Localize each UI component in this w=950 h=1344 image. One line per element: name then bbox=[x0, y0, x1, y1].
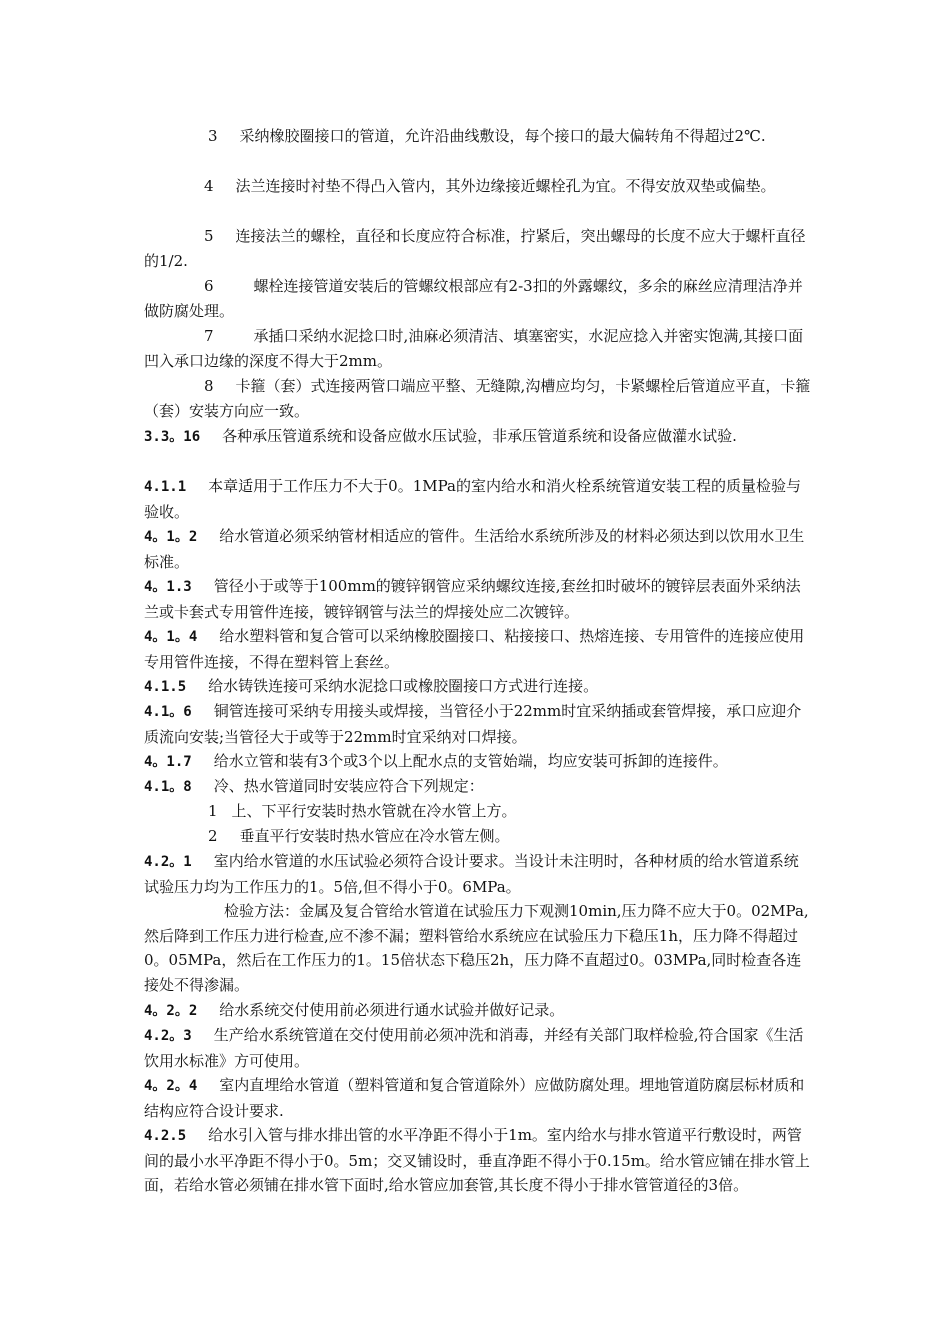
section-number: 4.2。3 bbox=[144, 1028, 192, 1044]
section-text: 给水塑料管和复合管可以采纳橡胶圈接口、粘接接口、热熔连接、专用管件的连接应使用专用管件连接，不得在塑料管上套丝。 bbox=[144, 627, 805, 671]
method-text: 检验方法：金属及复合管给水管道在试验压力下观测10min,压力降不应大于0。02MPa,然后降到工作压力进行检查,应不渗不漏；塑料管给水系统应在试验压力下稳压1h，压力降不得超过0。05MPa，然后在工作压力的1。15倍状态下稳压2h，压力降不直超过0。03MPa,同时检查各连接处不得渗漏。 bbox=[144, 902, 809, 994]
section-text: 给水系统交付使用前必须进行通水试验并做好记录。 bbox=[219, 1001, 565, 1019]
section-4-2-5 bbox=[144, 1123, 812, 1198]
clause-item-3 bbox=[144, 124, 812, 149]
sub-item-text: 上、下平行安装时热水管就在冷水管上方。 bbox=[231, 802, 517, 820]
section-4-1-8-item-1 bbox=[144, 799, 812, 824]
section-number: 4。2。2 bbox=[144, 1003, 198, 1019]
section-text: 给水铸铁连接可采纳水泥捻口或橡胶圈接口方式进行连接。 bbox=[208, 677, 599, 695]
section-4-2-1 bbox=[144, 849, 812, 899]
section-4-1-6 bbox=[144, 699, 812, 749]
clause-text: 法兰连接时衬垫不得凸入管内，其外边缘接近螺栓孔为宜。不得安放双垫或偏垫。 bbox=[235, 177, 776, 195]
section-4-2-3 bbox=[144, 1023, 812, 1073]
section-4-1-7 bbox=[144, 749, 812, 775]
sub-item-text: 垂直平行安装时热水管应在冷水管左侧。 bbox=[239, 827, 510, 845]
clause-number: 8 bbox=[204, 377, 214, 395]
clause-text: 采纳橡胶圈接口的管道，允许沿曲线敷设，每个接口的最大偏转角不得超过2℃. bbox=[239, 127, 766, 145]
section-number: 4.1。6 bbox=[144, 704, 192, 720]
section-text: 给水引入管与排水排出管的水平净距不得小于1m。室内给水与排水管道平行敷设时，两管间的最小水平净距不得小于0。5m；交叉铺设时，垂直净距不得小于0.15m。给水管应铺在排水管上面，若给水管必须铺在排水管下面时,给水管应加套管,其长度不得小于排水管管道径的3倍。 bbox=[144, 1126, 810, 1194]
section-text: 本章适用于工作压力不大于0。1MPa的室内给水和消火栓系统管道安装工程的质量检验与验收。 bbox=[144, 477, 801, 521]
clause-item-8 bbox=[144, 374, 812, 423]
clause-text: 承插口采纳水泥捻口时,油麻必须清洁、填塞密实，水泥应捻入并密实饱满,其接口面凹入承口边缘的深度不得大于2mm。 bbox=[144, 327, 804, 370]
section-4-1-8-item-2 bbox=[144, 824, 812, 849]
section-number: 4.1。8 bbox=[144, 779, 192, 795]
section-4-1-5 bbox=[144, 674, 812, 700]
section-4-2-1-method bbox=[144, 899, 812, 997]
section-text: 冷、热水管道同时安装应符合下列规定： bbox=[213, 777, 484, 795]
section-number: 4.2.5 bbox=[144, 1128, 187, 1144]
section-number: 4.1.1 bbox=[144, 479, 187, 495]
section-text: 给水立管和装有3个或3个以上配水点的支管始端，均应安装可拆卸的连接件。 bbox=[213, 752, 728, 770]
sub-item-number: 2 bbox=[208, 827, 218, 845]
clause-item-4 bbox=[144, 174, 812, 199]
clause-text: 连接法兰的螺栓，直径和长度应符合标准，拧紧后，突出螺母的长度不应大于螺杆直径的1/2. bbox=[144, 227, 806, 270]
section-number: 4。2。4 bbox=[144, 1078, 198, 1094]
clause-number: 3 bbox=[208, 127, 218, 145]
section-number: 4。1.7 bbox=[144, 754, 192, 770]
section-text: 生产给水系统管道在交付使用前必须冲洗和消毒，并经有关部门取样检验,符合国家《生活饮用水标准》方可使用。 bbox=[144, 1026, 804, 1070]
section-text: 室内直埋给水管道（塑料管道和复合管道除外）应做防腐处理。埋地管道防腐层标材质和结构应符合设计要求. bbox=[144, 1076, 805, 1120]
section-text: 铜管连接可采纳专用接头或焊接，当管径小于22mm时宜采纳插或套管焊接，承口应迎介质流向安装;当管径大于或等于22mm时宜采纳对口焊接。 bbox=[144, 702, 802, 746]
clause-item-7 bbox=[144, 324, 812, 373]
section-text: 给水管道必须采纳管材相适应的管件。生活给水系统所涉及的材料必须达到以饮用水卫生标准。 bbox=[144, 527, 805, 571]
section-4-1-8 bbox=[144, 774, 812, 800]
clause-text: 螺栓连接管道安装后的管螺纹根部应有2-3扣的外露螺纹，多余的麻丝应清理洁净并做防腐处理。 bbox=[144, 277, 803, 320]
section-number: 4。1.3 bbox=[144, 579, 192, 595]
section-4-2-2 bbox=[144, 998, 812, 1024]
section-4-1-1 bbox=[144, 474, 812, 524]
section-4-2-4 bbox=[144, 1073, 812, 1123]
section-4-1-4 bbox=[144, 624, 812, 674]
clause-number: 7 bbox=[204, 327, 214, 345]
section-number: 3.3。16 bbox=[144, 429, 201, 445]
section-text: 管径小于或等于100mm的镀锌钢管应采纳螺纹连接,套丝扣时破坏的镀锌层表面外采纳法兰或卡套式专用管件连接，镀锌钢管与法兰的焊接处应二次镀锌。 bbox=[144, 577, 801, 621]
section-number: 4.2。1 bbox=[144, 854, 192, 870]
section-text: 室内给水管道的水压试验必须符合设计要求。当设计未注明时，各种材质的给水管道系统试验压力均为工作压力的1。5倍,但不得小于0。6MPa。 bbox=[144, 852, 799, 896]
section-number: 4。1。4 bbox=[144, 629, 198, 645]
section-text: 各种承压管道系统和设备应做水压试验，非承压管道系统和设备应做灌水试验. bbox=[222, 427, 737, 445]
sub-item-number: 1 bbox=[208, 802, 218, 820]
clause-text: 卡箍（套）式连接两管口端应平整、无缝隙,沟槽应均匀，卡紧螺栓后管道应平直，卡箍（套）安装方向应一致。 bbox=[144, 377, 811, 420]
section-4-1-3 bbox=[144, 574, 812, 624]
section-3-3-16 bbox=[144, 424, 812, 450]
clause-item-6 bbox=[144, 274, 812, 323]
clause-number: 5 bbox=[204, 227, 214, 245]
clause-item-5 bbox=[144, 224, 812, 273]
section-number: 4.1.5 bbox=[144, 679, 187, 695]
section-number: 4。1。2 bbox=[144, 529, 198, 545]
clause-number: 6 bbox=[204, 277, 214, 295]
section-4-1-2 bbox=[144, 524, 812, 574]
clause-number: 4 bbox=[204, 177, 214, 195]
